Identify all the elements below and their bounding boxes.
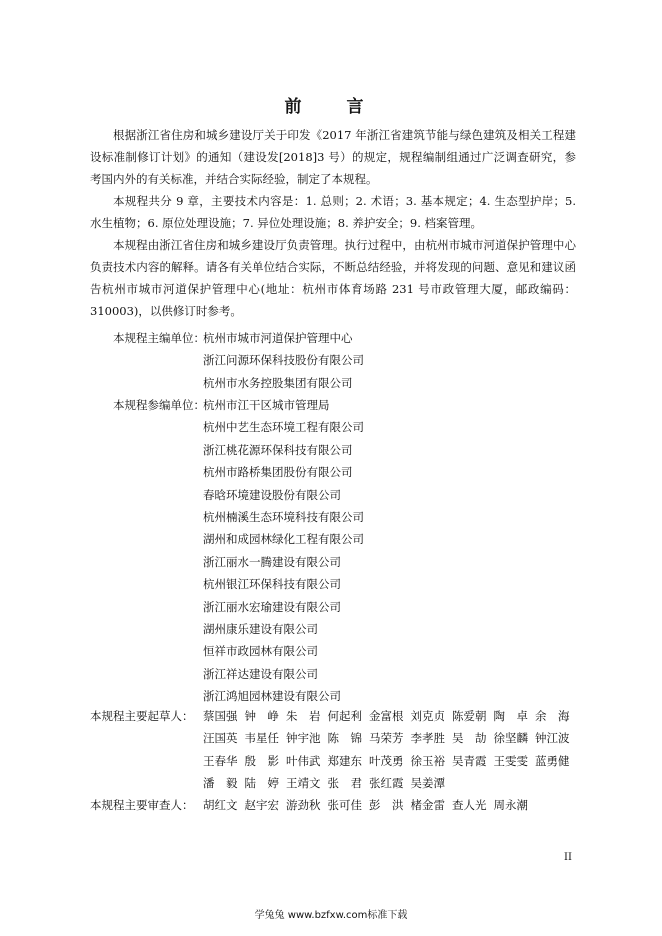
reviewer-name: 查人光 [452, 798, 487, 812]
participating-unit: 恒祥市政园林有限公司 [203, 644, 318, 659]
participating-unit-row [113, 618, 364, 640]
drafters-list [90, 705, 577, 795]
chief-units-list [113, 327, 364, 394]
chief-unit: 杭州市城市河道保护管理中心 [203, 331, 353, 345]
participating-unit: 浙江丽水宏瑜建设有限公司 [203, 599, 341, 614]
drafter-name: 殷 影 [244, 753, 279, 768]
participating-unit-row [113, 640, 364, 662]
chief-unit-row [113, 327, 364, 349]
chief-unit: 杭州市水务控股集团有限公司 [203, 375, 353, 390]
participating-unit: 春晗环境建设股份有限公司 [203, 487, 341, 502]
page-number: II [564, 852, 572, 863]
drafter-name: 张 君 [327, 776, 362, 791]
drafter-name: 张红霞 [369, 776, 404, 791]
reviewer-name: 游劲秋 [286, 798, 321, 812]
drafters-row [90, 705, 577, 727]
drafter-name: 朱 岩 [286, 709, 321, 723]
drafter-name: 吴姜潭 [410, 776, 445, 791]
participating-unit: 杭州中艺生态环境工程有限公司 [203, 420, 364, 435]
drafter-name: 郑建东 [327, 753, 362, 768]
reviewer-name: 彭 洪 [369, 798, 404, 812]
drafter-name: 钟江波 [535, 731, 570, 746]
drafter-name: 余 海 [535, 709, 570, 723]
participating-unit-row [113, 663, 364, 685]
drafters-row [90, 727, 577, 749]
participating-unit-row [113, 596, 364, 618]
participating-unit-row [113, 394, 364, 416]
drafters-label: 本规程主要起草人： [90, 709, 194, 723]
participating-unit-row [113, 551, 364, 573]
drafter-name: 叶伟武 [286, 753, 321, 768]
reviewers-row [90, 794, 535, 816]
drafter-name: 陆 婷 [244, 776, 279, 791]
chief-unit: 浙江问源环保科技股份有限公司 [203, 353, 364, 368]
preface-paragraph-1: 根据浙江省住房和城乡建设厅关于印发《2017 年浙江省建筑节能与绿色建筑及相关工程建设标准制修订计划》的通知（建设发[2018]3 号）的规定，规程编制组通过广泛调查研究，参考国内外的有关标准，并结合实际经验，制定了本规程。 [90, 128, 576, 186]
drafter-name: 叶茂勇 [369, 753, 404, 768]
chief-units-label: 本规程主编单位： [113, 331, 205, 345]
participating-unit-row [113, 506, 364, 528]
drafter-name: 吴 劼 [452, 731, 487, 746]
participating-unit-row [113, 528, 364, 550]
participating-unit: 杭州市路桥集团股份有限公司 [203, 465, 353, 480]
chief-unit-row [113, 349, 364, 371]
participating-unit-row [113, 416, 364, 438]
footer-watermark-text[interactable]: 学兔兔 www.bzfxw.com标准下载 [254, 910, 408, 921]
reviewers-label: 本规程主要审查人： [90, 798, 194, 812]
preface-paragraph-2: 本规程共分 9 章，主要技术内容是：1. 总则；2. 术语；3. 基本规定；4. 生态型护岸；5.水生植物；6. 原位处理设施；7. 异位处理设施；8. 养护安全；9. 档案管理。 [90, 194, 576, 230]
drafters-row [90, 750, 577, 772]
participating-units-list [113, 394, 364, 707]
participating-unit: 浙江丽水一腾建设有限公司 [203, 554, 341, 569]
drafter-name: 何起利 [327, 709, 362, 723]
drafter-name: 王春华 [203, 753, 238, 768]
drafters-row [90, 772, 577, 794]
drafter-name: 蓝勇健 [535, 753, 570, 768]
participating-unit: 湖州康乐建设有限公司 [203, 621, 318, 636]
drafter-name: 金富根 [369, 709, 404, 723]
participating-unit-row [113, 461, 364, 483]
drafter-name: 刘克贞 [410, 709, 445, 723]
participating-unit: 浙江桃花源环保科技有限公司 [203, 442, 353, 457]
drafter-name: 韦星任 [244, 731, 279, 746]
drafter-name: 陈爱朝 [452, 709, 487, 723]
drafter-name: 马荣芳 [369, 731, 404, 746]
page-title: 前 言 [284, 97, 378, 117]
drafter-name: 吴青霞 [452, 753, 487, 768]
preface-paragraph-3: 本规程由浙江省住房和城乡建设厅负责管理。执行过程中，由杭州市城市河道保护管理中心负责技术内容的解释。请各有关单位结合实际，不断总结经验，并将发现的问题、意见和建议函告杭州市城市河道保护管理中心(地址：杭州市体育场路 231 号市政管理大厦，邮政编码：310003)，以供修订时参考。 [90, 238, 576, 318]
drafter-name: 陶 卓 [493, 709, 528, 723]
reviewer-name: 胡红文 [203, 798, 238, 812]
drafter-name: 王雯雯 [493, 753, 528, 768]
reviewer-name: 周永潮 [493, 798, 528, 812]
participating-unit: 杭州楠溪生态环境科技有限公司 [203, 509, 364, 524]
chief-unit-row [113, 372, 364, 394]
drafter-name: 钟宇池 [286, 731, 321, 746]
participating-unit: 湖州和成园林绿化工程有限公司 [203, 532, 364, 547]
participating-unit: 杭州银江环保科技有限公司 [203, 577, 341, 592]
drafter-name: 徐玉裕 [410, 753, 445, 768]
reviewers-list [90, 794, 535, 816]
reviewer-name: 楮金雷 [410, 798, 445, 812]
drafter-name: 陈 锦 [327, 731, 362, 746]
participating-unit: 浙江祥达建设有限公司 [203, 666, 318, 681]
participating-units-label: 本规程参编单位： [113, 398, 205, 412]
participating-unit-row [113, 439, 364, 461]
drafter-name: 蔡国强 [203, 709, 238, 723]
participating-unit: 浙江鸿旭园林建设有限公司 [203, 689, 341, 704]
reviewer-name: 赵宇宏 [244, 798, 279, 812]
drafter-name: 钟 峥 [244, 709, 279, 723]
reviewer-name: 张可佳 [327, 798, 362, 812]
participating-unit-row [113, 573, 364, 595]
drafter-name: 王靖文 [286, 776, 321, 791]
drafter-name: 潘 毅 [203, 776, 238, 791]
participating-unit-row [113, 484, 364, 506]
drafter-name: 汪国英 [203, 731, 238, 746]
drafter-name: 李孝胜 [410, 731, 445, 746]
drafter-name: 徐坚麟 [493, 731, 528, 746]
participating-unit: 杭州市江干区城市管理局 [203, 398, 330, 412]
